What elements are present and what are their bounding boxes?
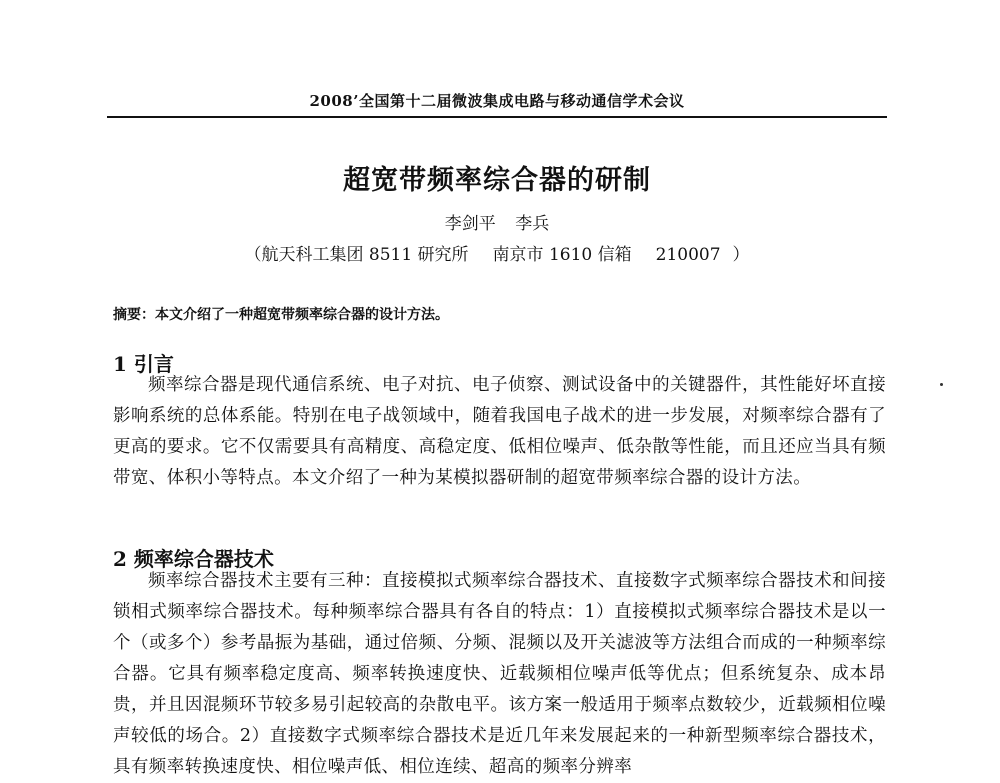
section-heading-introduction: 1 引言: [113, 352, 174, 376]
affiliation-postcode: 210007: [655, 245, 721, 265]
affiliation-address: 南京市 1610 信箱: [492, 245, 632, 265]
affiliation-institute: 航天科工集团 8511 研究所: [261, 245, 469, 265]
abstract: 摘要：本文介绍了一种超宽带频率综合器的设计方法。: [113, 307, 449, 323]
affiliation: [107, 240, 887, 265]
author-list: 李剑平 李兵: [444, 214, 550, 234]
paper-title: 超宽带频率综合器的研制: [343, 165, 651, 196]
header-rule: [107, 116, 887, 118]
section-paragraph-synthesizer-tech: 频率综合器技术主要有三种：直接模拟式频率综合器技术、直接数字式频率综合器技术和间接锁相式频率综合器技术。每种频率综合器具有各自的特点：1）直接模拟式频率综合器技术是以一个（或多个）参考晶振为基础，通过倍频、分频、混频以及开关滤波等方法组合而成的一种频率综合器。它具有频率稳定度高、频率转换速度快、近载频相位噪声低等优点；但系统复杂、成本昂贵，并且因混频环节较多易引起较高的杂散电平。该方案一般适用于频率点数较少，近载频相位噪声较低的场合。2）直接数字式频率综合器技术是近几年来发展起来的一种新型频率综合器技术，具有频率转换速度快、相位噪声低、相位连续、超高的频率分辨率: [113, 571, 886, 777]
running-header: 2008’全国第十二届微波集成电路与移动通信学术会议: [309, 92, 685, 110]
scan-speck: [940, 383, 943, 386]
section-heading-synthesizer-tech: 2 频率综合器技术: [113, 547, 274, 571]
section-paragraph-introduction: 频率综合器是现代通信系统、电子对抗、电子侦察、测试设备中的关键器件，其性能好坏直接影响系统的总体系能。特别在电子战领域中，随着我国电子战术的进一步发展，对频率综合器有了更高的要求。它不仅需要具有高精度、高稳定度、低相位噪声、低杂散等性能，而且还应当具有频带宽、体积小等特点。本文介绍了一种为某模拟器研制的超宽带频率综合器的设计方法。: [113, 375, 886, 488]
affiliation-close-paren: ）: [732, 245, 750, 265]
affiliation-open-paren: （: [244, 245, 262, 265]
